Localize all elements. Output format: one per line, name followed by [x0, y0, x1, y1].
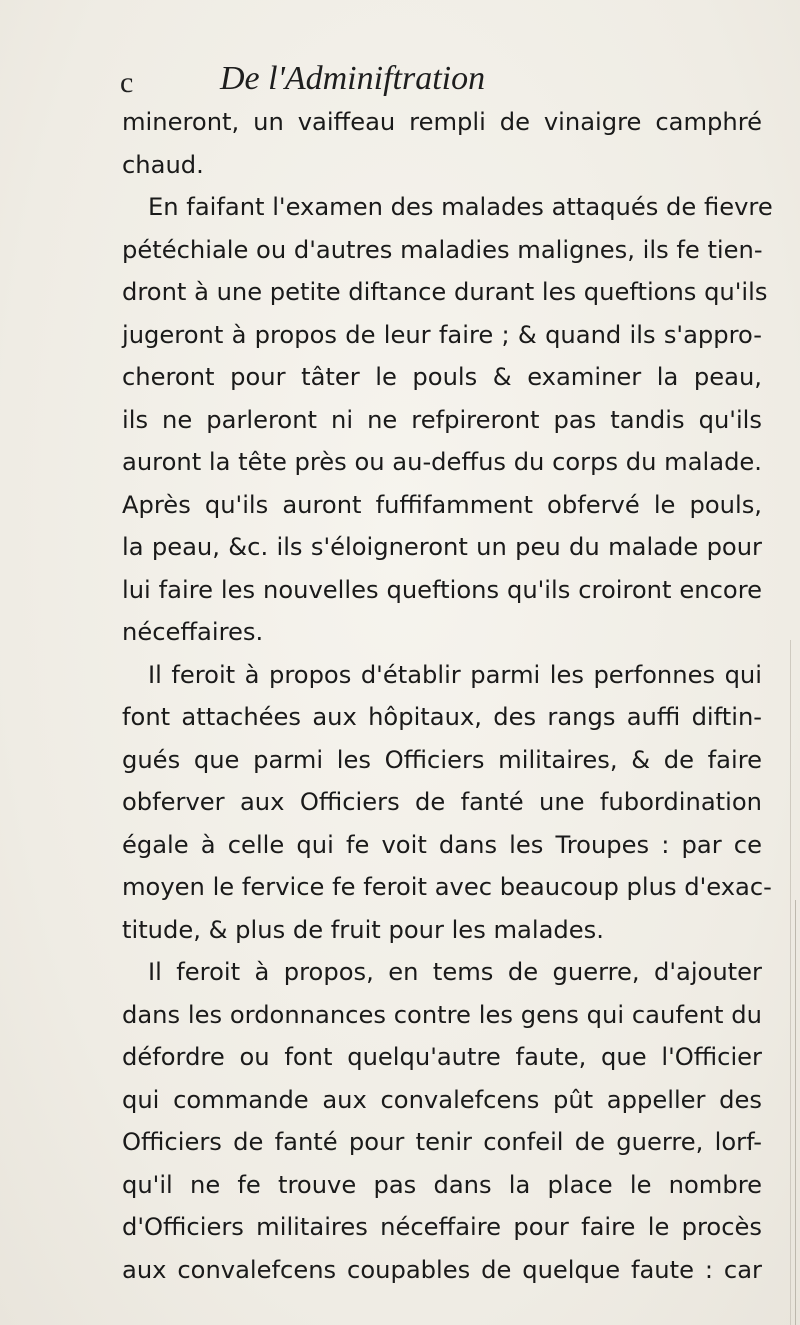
running-title: De l'Adminiftration [220, 60, 486, 97]
text-line: jugeront à propos de leur faire ; & quand ils s'appro- [122, 320, 762, 349]
text-line: dans les ordonnances contre les gens qui caufent du [122, 1000, 762, 1029]
page-edge-line [795, 900, 796, 1325]
text-line: obferver aux Officiers de fanté une fubordination [122, 788, 762, 816]
text-line: titude, & plus de fruit pour les malades. [122, 915, 604, 944]
text-line: la peau, &c. ils s'éloigneront un peu du malade pour [122, 533, 762, 561]
text-line: égale à celle qui fe voit dans les Troupes : par ce [122, 830, 762, 859]
text-line: lui faire les nouvelles queftions qu'ils croiront encore [122, 575, 762, 604]
page-header [120, 60, 760, 100]
text-line: Officiers de fanté pour tenir confeil de guerre, lorf- [122, 1128, 762, 1156]
paragraph-start-line: En faifant l'examen des malades attaqués de fievre [148, 193, 773, 221]
signature-mark: c [120, 66, 134, 99]
paragraph-start-line: Il feroit à propos d'établir parmi les perfonnes qui [148, 660, 762, 689]
text-line: mineront, un vaiffeau rempli de vinaigre camphré [122, 108, 762, 136]
text-line: ils ne parleront ni ne refpireront pas tandis qu'ils [122, 405, 762, 434]
text-line: cheront pour tâter le pouls & examiner la peau, [122, 363, 762, 391]
text-line: Après qu'ils auront fuffifamment obfervé le pouls, [122, 490, 762, 519]
text-line: d'Officiers militaires néceffaire pour faire le procès [122, 1213, 762, 1241]
text-line: pétéchiale ou d'autres maladies malignes, ils fe tien- [122, 235, 763, 264]
body-text [122, 101, 773, 1291]
text-line: néceffaires. [122, 618, 264, 646]
text-line: qui commande aux convalefcens pût appeller des [122, 1085, 762, 1114]
text-line: dront à une petite diftance durant les queftions qu'ils [122, 278, 768, 306]
text-line: défordre ou font quelqu'autre faute, que l'Officier [122, 1043, 762, 1071]
text-line: chaud. [122, 150, 204, 179]
paragraph-start-line: Il feroit à propos, en tems de guerre, d'ajouter [148, 958, 762, 986]
text-line: gués que parmi les Officiers militaires, & de faire [122, 745, 762, 774]
page-edge-line [790, 640, 791, 1325]
text-line: aux convalefcens coupables de quelque faute : car [122, 1255, 762, 1284]
text-line: auront la tête près ou au-deffus du corps du malade. [122, 448, 762, 476]
text-line: moyen le fervice fe feroit avec beaucoup plus d'exac- [122, 873, 772, 901]
text-line: qu'il ne fe trouve pas dans la place le nombre [122, 1170, 762, 1199]
text-line: font attachées aux hôpitaux, des rangs auffi diftin- [122, 703, 762, 731]
